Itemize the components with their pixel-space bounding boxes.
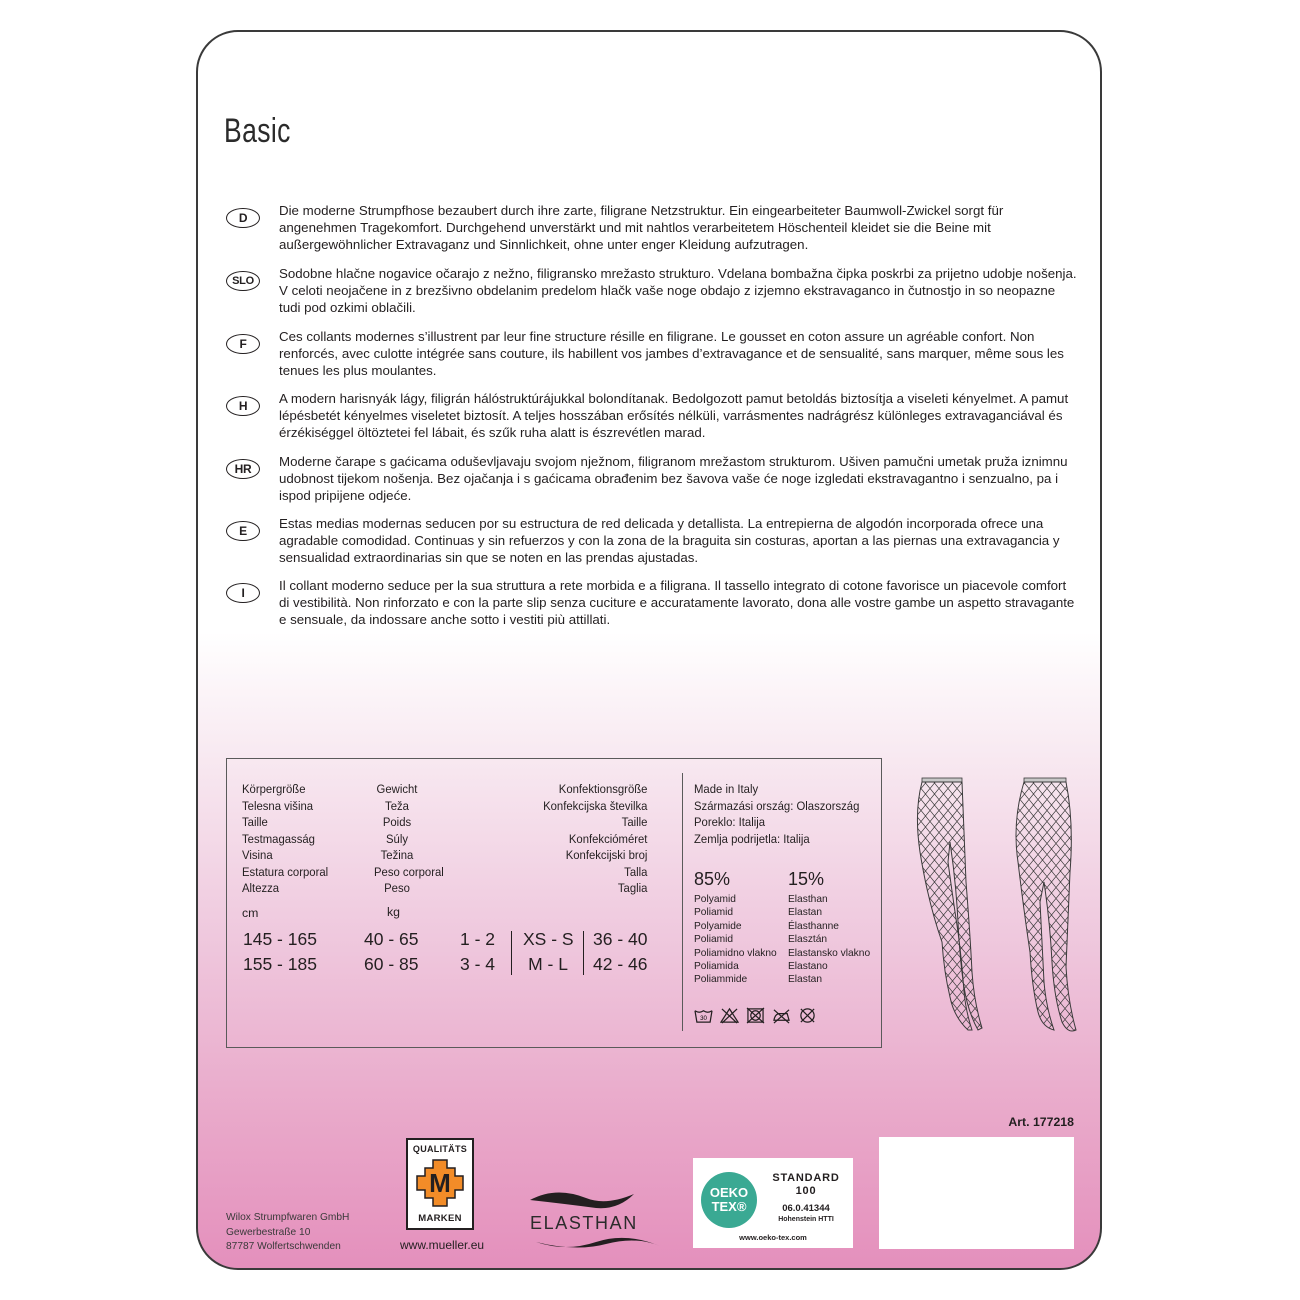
height-row-2: 155 - 185 [243, 954, 317, 974]
origin-line: Származási ország: Olaszország [694, 798, 860, 813]
height-labels [242, 781, 336, 897]
language-code-badge: I [226, 583, 260, 603]
size-label: Konfekcijski broj [565, 848, 647, 862]
weight-row-2: 60 - 85 [364, 954, 419, 974]
height-label: Visina [242, 848, 273, 862]
weight-values [364, 927, 418, 977]
language-code-badge: SLO [226, 271, 260, 291]
fiber2-name: Elastansko vlakno [788, 947, 871, 959]
height-label: Estatura corporal [242, 864, 329, 879]
tights-illustration [912, 772, 1078, 1034]
oeko-certificate-number: 06.0.41344 [782, 1203, 830, 1214]
fiber2-percent: 15% [788, 869, 825, 889]
weight-label: Teža [385, 798, 409, 813]
weight-label: Težina [380, 848, 414, 862]
weight-unit: kg [387, 905, 400, 919]
elasthan-logo-text: ELASTHAN [530, 1213, 638, 1233]
size-label: Taille [621, 815, 647, 829]
eu-row-1: 36 - 40 [593, 929, 648, 949]
weight-label: Súly [385, 831, 408, 846]
oeko-tex-badge [701, 1172, 757, 1228]
language-description: Il collant moderno seduce per la sua struttura a rete morbida e a filigrana. Il tassello integrato di cotone favorisce un piacevole comfort di vestibilità. Non rinforzato e con la parte slip senza cuciture e accuratamente lavorato, dona alle vostre gambe un aspetto stravagante e sensuale, da indossare anche sotto i vestiti più attillati. [279, 578, 1075, 627]
height-label: Taille [242, 815, 268, 829]
language-description: Moderne čarape s gaćicama oduševljavaju svojom nježnom, filigranom mrežastom strukturom. Ušiven pamučni umetak pruža iznimnu udobnost tijekom nošenja. Bez ojačanja i s gaćicama obrađenim bez šavova vaše će noge izgledati ekstravagantno i senzualno, pa i ispod pripijene odjeće. [279, 454, 1068, 503]
wash-30-icon [694, 1007, 713, 1024]
fiber1-name: Polyamid [694, 894, 736, 905]
height-unit: cm [242, 906, 259, 920]
fiber2-name: Elastano [788, 961, 828, 973]
fiber1-name: Poliamidno vlakno [694, 947, 777, 959]
fiber2-names [788, 893, 870, 987]
fiber1-percent: 85% [694, 869, 731, 889]
origin-line: Poreklo: Italija [694, 815, 766, 829]
weight-label: Poids [382, 815, 412, 829]
weight-row-1: 40 - 65 [364, 929, 419, 949]
wash-temp: 30 [700, 1015, 707, 1023]
weight-labels [372, 781, 444, 897]
height-values [243, 927, 317, 977]
oeko-line2: TEX® [711, 1199, 747, 1214]
eu-row-2: 42 - 46 [593, 954, 648, 974]
weight-label: Gewicht [376, 782, 418, 796]
origin-line: Made in Italy [694, 782, 759, 796]
weight-label: Peso corporal [374, 864, 444, 879]
size-label: Taglia [617, 881, 647, 895]
barcode-area [879, 1137, 1074, 1249]
size-label: Talla [623, 864, 647, 879]
language-description: Ces collants modernes s’illustrent par leur fine structure résille en filigrane. Le gousset en coton assure un agréable confort. Non renforcés, avec culotte intégrée sans couture, ils habillent vos jambes d’extravagance et de sensualité, sans marquer, même sous les tenues les plus moulantes. [279, 329, 1064, 378]
no-iron-icon [772, 1007, 791, 1024]
language-code-badge: E [226, 521, 260, 541]
fiber2-name: Elasztán [788, 934, 828, 946]
language-description: Estas medias modernas seducen por su estructura de red delicada y detallista. La entrepierna de algodón incorporada ofrece una agradable comodidad. Continuas y sin refuerzos y con la zona de la braguita sin costuras, aportan a las piernas una extravagancia y sensualidad extraordinarias sin que se noten en las prendas ajustadas. [279, 516, 1060, 565]
fiber1-names [694, 893, 777, 987]
manufacturer-address [226, 1211, 349, 1255]
language-code-badge: HR [226, 459, 260, 479]
fiber1-name: Poliamida [694, 961, 739, 973]
size-values [460, 927, 495, 977]
care-symbols [694, 1007, 817, 1027]
no-tumble-dry-icon [746, 1007, 765, 1024]
origin-line: Zemlja podrijetla: Italija [694, 831, 810, 846]
no-bleach-icon [720, 1007, 739, 1024]
oeko-standard [765, 1172, 847, 1198]
fiber2-name: Elastan [788, 907, 822, 919]
size-row-2: 3 - 4 [460, 954, 496, 974]
logo-bottom-text: MARKEN [418, 1213, 462, 1224]
logo-letter: M [429, 1168, 451, 1198]
oeko-standard-label: STANDARD [772, 1172, 840, 1184]
country-of-origin [694, 781, 874, 847]
size-label: Konfektionsgröße [558, 782, 647, 796]
fiber2-name: Élasthanne [788, 920, 839, 932]
language-description: Sodobne hlačne nogavice očarajo z nežno, filigransko mrežasto strukturo. Vdelana bombažna čipka poskrbi za prijetno udobje nošenja. V celoti neojačene in z brezšivno obdelanim predelom hlačk vaše noge obdajo z izjemno ekstravaganco in čutnostjo in so neopazne tudi pod ozkimi oblačili. [279, 266, 1077, 315]
height-row-1: 145 - 165 [243, 929, 317, 949]
oeko-lab-name: Hohenstein HTTI [778, 1216, 834, 1223]
fiber1-name: Poliamid [694, 907, 734, 919]
height-label: Altezza [242, 881, 280, 895]
mueller-m-icon [415, 1158, 465, 1208]
product-title: Basic [224, 112, 291, 150]
fiber2-name: Elasthan [788, 894, 828, 905]
letter-row-2: M - L [528, 954, 568, 974]
table-divider [682, 773, 683, 1031]
size-label: Konfekcióméret [568, 831, 647, 846]
fiber1-name: Poliamid [694, 934, 734, 946]
height-label: Testmagasság [242, 831, 315, 846]
fiber1-name: Polyamide [694, 920, 742, 932]
size-label: Konfekcijska številka [542, 798, 647, 813]
language-code-badge: F [226, 334, 260, 354]
article-number: Art. 177218 [1008, 1115, 1074, 1129]
language-code-badge: D [226, 208, 260, 228]
height-label: Telesna višina [242, 798, 314, 813]
weight-label: Peso [384, 881, 410, 895]
eu-size-values [593, 927, 647, 977]
language-code-badge: H [226, 396, 260, 416]
address-line-1: Wilox Strumpfwaren GmbH [226, 1212, 350, 1223]
fiber2-name: Elastan [788, 974, 822, 986]
mueller-quality-logo [406, 1138, 474, 1230]
address-line-2: Gewerbestraße 10 [226, 1226, 311, 1238]
language-description: Die moderne Strumpfhose bezaubert durch ihre zarte, filigrane Netzstruktur. Ein eingearbeiteter Baumwoll-Zwickel sorgt für angenehmen Tragekomfort. Durchgehend unverstärkt und mit nahtlos verarbeitetem Höschenteil kleidet sie die Beine mit außergewöhnlicher Extravaganz und Sinnlichkeit, ohne unter enger Kleidung aufzutragen. [279, 203, 1004, 252]
column-separator [511, 931, 512, 975]
front-view-legs [917, 778, 982, 1030]
back-view-legs [1016, 778, 1076, 1031]
height-label: Körpergröße [242, 782, 306, 796]
column-separator [583, 931, 584, 975]
oeko-url: www.oeko-tex.com [739, 1233, 807, 1242]
address-line-3: 87787 Wolfertschwenden [226, 1241, 341, 1252]
logo-top-text: QUALITÄTS [412, 1144, 468, 1154]
fiber1-name: Poliammide [694, 974, 748, 986]
size-labels [534, 781, 647, 897]
mueller-url: www.mueller.eu [400, 1238, 485, 1252]
oeko-tex-label [693, 1158, 853, 1248]
language-description: A modern harisnyák lágy, filigrán hálóstruktúrájukkal bolondítanak. Bedolgozott pamut betoldás biztosítja a viseleti kényelmet. A pamut lépésbetét kényelmes viseletet biztosít. A teljes hosszában erősítés nélküli, varrásmentes nadrágrész különleges extravaganciával és érzékiséggel öltöztetei fel lábait, és szűk ruha alatt is észrevétlen marad. [279, 391, 1069, 440]
letter-row-1: XS - S [523, 929, 574, 949]
letter-size-values [523, 927, 573, 977]
oeko-line1: OEKO [709, 1185, 749, 1200]
no-dry-clean-icon [798, 1007, 817, 1024]
size-row-1: 1 - 2 [460, 929, 496, 949]
oeko-standard-number: 100 [795, 1185, 817, 1197]
size-spec-table [226, 758, 882, 1048]
